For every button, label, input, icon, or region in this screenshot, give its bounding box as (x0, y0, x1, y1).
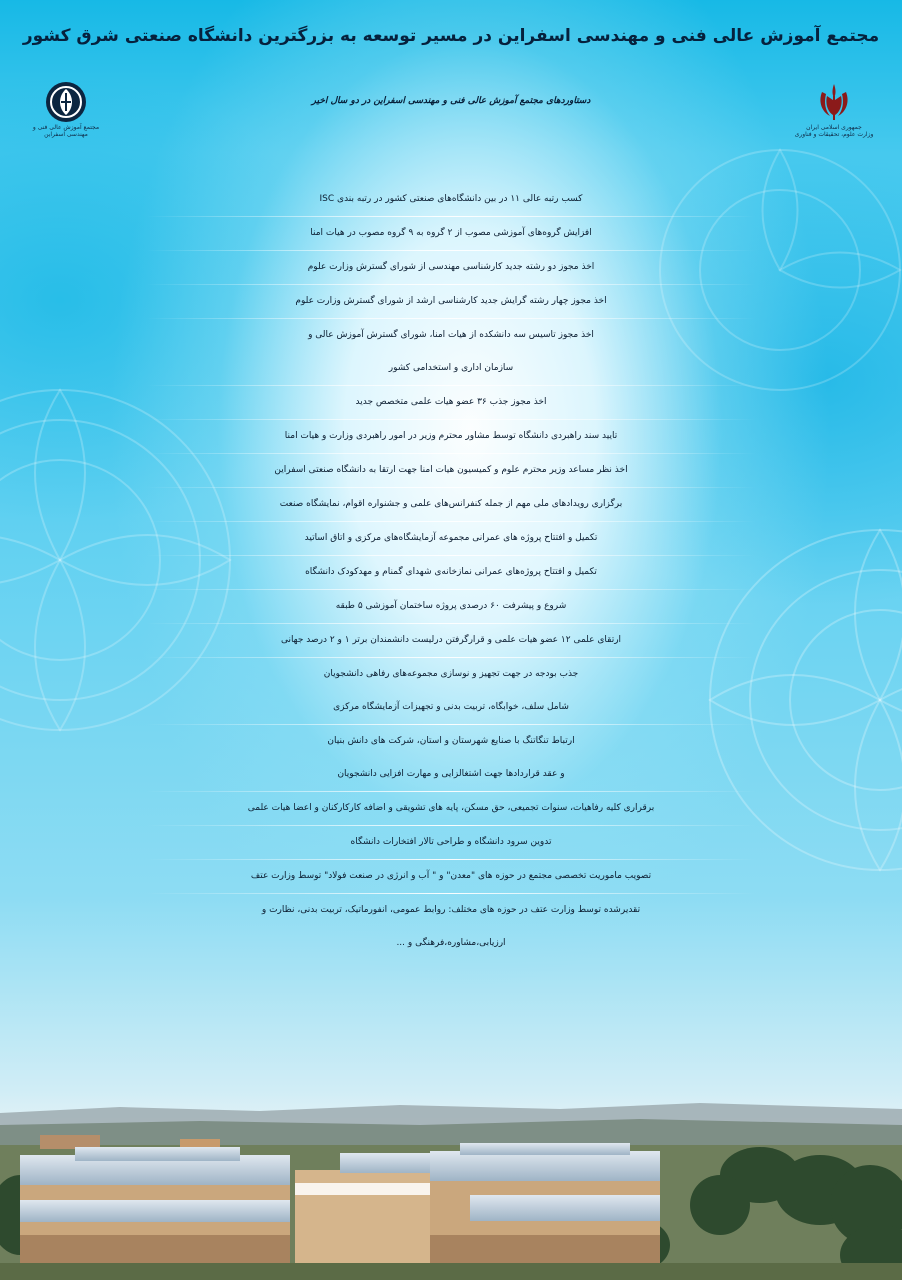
achievement-text: اخذ نظر مساعد وزیر محترم علوم و کمیسیون هیات امنا جهت ارتقا به دانشگاه صنعتی اسفراین (274, 465, 628, 475)
achievement-text: برقراری کلیه رفاهیات، سنوات تجمیعی، حق مسکن، پایه های تشویقی و اضافه کارکارکنان و اعضا هیات علمی (247, 803, 655, 813)
campus-photo (0, 1095, 902, 1280)
achievement-text: تدوین سرود دانشگاه و طراحی تالار افتخارات دانشگاه (350, 837, 552, 847)
achievement-text: برگزاری رویدادهای ملی مهم از جمله کنفرانس‌های علمی و جشنواره اقوام، نمایشگاه صنعت (279, 499, 623, 509)
achievement-item (0, 658, 902, 724)
achievement-item (0, 522, 902, 555)
achievement-item (0, 894, 902, 960)
achievement-text: افزایش گروه‌های آموزشی مصوب از ۲ گروه به ۹ گروه مصوب در هیات امنا (310, 228, 592, 238)
achievement-text: سازمان اداری و استخدامی کشور (388, 363, 514, 373)
achievements-list (0, 183, 902, 960)
achievement-item (0, 488, 902, 521)
achievement-text: تکمیل و افتتاح پروژه های عمرانی مجموعه آزمایشگاه‌های مرکزی و اتاق اساتید (304, 533, 598, 543)
achievement-item (0, 860, 902, 893)
achievement-text: اخذ مجوز جذب ۳۶ عضو هیات علمی متخصص جدید (355, 397, 547, 407)
ministry-logo-caption-1: جمهوری اسلامی ایران (806, 124, 862, 131)
achievement-item (0, 183, 902, 216)
achievement-item (0, 590, 902, 623)
university-logo-caption-2: مهندسی اسفراین (44, 131, 88, 138)
achievement-item (0, 556, 902, 589)
achievement-text: اخذ مجوز تاسیس سه دانشکده از هیات امنا، شورای گسترش آموزش عالی و (308, 330, 594, 340)
achievement-text: شامل سلف، خوابگاه، تربیت بدنی و تجهیزات آزمایشگاه مرکزی (333, 702, 569, 712)
iran-emblem-icon (812, 80, 856, 124)
top-title: مجتمع آموزش عالی فنی و مهندسی اسفراین در مسیر توسعه به بزرگترین دانشگاه صنعتی شرق کشور (22, 26, 880, 46)
achievement-item (0, 285, 902, 318)
achievement-item (0, 826, 902, 859)
achievement-text: ارزیابی،مشاوره،فرهنگی و ... (396, 938, 506, 948)
achievement-item (0, 792, 902, 825)
achievement-item (0, 319, 902, 385)
achievement-text: شروع و پیشرفت ۶۰ درصدی پروژه ساختمان آموزشی ۵ طبقه (335, 601, 567, 611)
achievement-text: جذب بودجه در جهت تجهیز و نوسازی مجموعه‌های رفاهی دانشجویان (323, 669, 579, 679)
achievement-item (0, 217, 902, 250)
achievement-item (0, 251, 902, 284)
achievement-item (0, 454, 902, 487)
university-logo (22, 80, 110, 156)
achievement-text: ارتقای علمی ۱۲ عضو هیات علمی و قرارگرفتن درلیست دانشمندان برتر ۱ و ۲ درصد جهانی (280, 635, 622, 645)
achievement-text: تایید سند راهبردی دانشگاه توسط مشاور محترم وزیر در امور راهبردی وزارت و هیات امنا (284, 431, 618, 441)
ministry-logo-caption-2: وزارت علوم، تحقیقات و فناوری (794, 131, 874, 138)
achievement-text: کسب رتبه عالی ۱۱ در بین دانشگاه‌های صنعتی کشور در رتبه بندی ISC (319, 194, 583, 204)
main-heading: دستاوردهای مجتمع آموزش عالی فنی و مهندسی اسفراین در دو سال اخیر (311, 96, 591, 106)
achievement-item (0, 624, 902, 657)
achievement-text: ارتباط تنگاتنگ با صنایع شهرستان و استان، شرکت های دانش بنیان (327, 736, 575, 746)
achievement-text: و عقد قراردادها جهت اشتغالزایی و مهارت افزایی دانشجویان (337, 769, 565, 779)
ministry-logo (790, 80, 878, 156)
achievement-item (0, 386, 902, 419)
achievement-item (0, 420, 902, 453)
achievement-text: تقدیرشده توسط وزارت عتف در حوزه های مختلف: روابط عمومی، انفورماتیک، تربیت بدنی، نظارت و (261, 905, 641, 915)
achievement-text: تکمیل و افتتاح پروژه‌های عمرانی نمازخانه‌ی شهدای گمنام و مهدکودک دانشگاه (305, 567, 597, 577)
achievement-text: اخذ مجوز چهار رشته گرایش جدید کارشناسی ارشد از شورای گسترش وزارت علوم (295, 296, 607, 306)
achievement-text: اخذ مجوز دو رشته جدید کارشناسی مهندسی از شورای گسترش وزارت علوم (307, 262, 595, 272)
university-emblem-icon (44, 80, 88, 124)
university-logo-caption-1: مجتمع آموزش عالی فنی و (32, 124, 100, 131)
achievement-item (0, 725, 902, 791)
achievement-text: تصویب ماموریت تخصصی مجتمع در حوزه های "معدن" و " آب و انرژی در صنعت فولاد" توسط وزارت عتف (250, 871, 652, 881)
